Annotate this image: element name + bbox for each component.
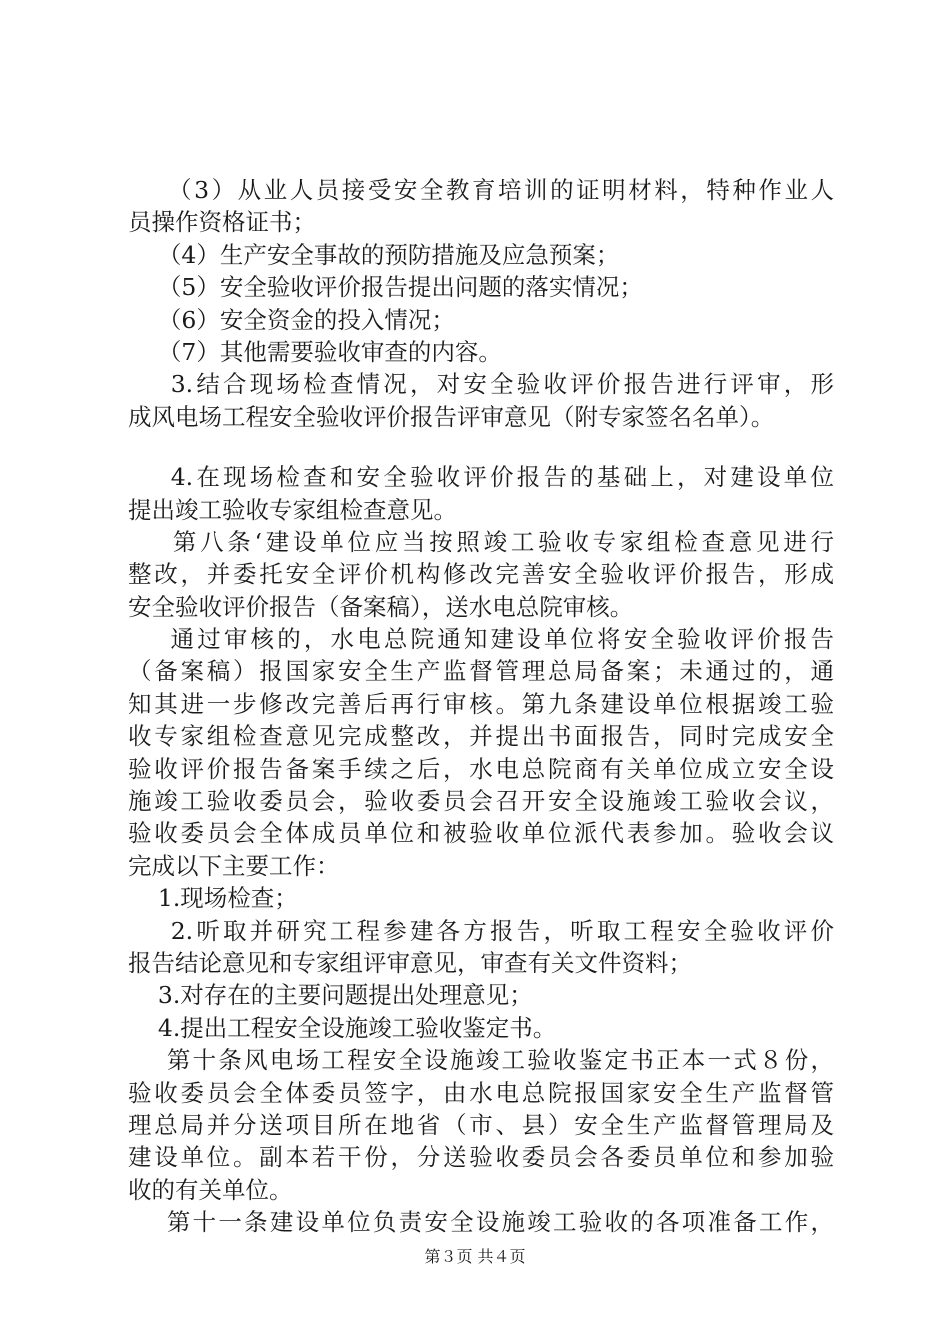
text-line: 理总局并分送项目所在地省（市、县）安全生产监督管理局及 bbox=[128, 1110, 834, 1139]
text-line: 收专家组检查意见完成整改，并提出书面报告，同时完成安全 bbox=[128, 722, 834, 751]
text-line: 收的有关单位。 bbox=[128, 1175, 293, 1204]
text-line: 施竣工验收委员会，验收委员会召开安全设施竣工验收会议， bbox=[128, 787, 834, 816]
text-line: 验收委员会全体委员签字，由水电总院报国家安全生产监督管 bbox=[128, 1078, 834, 1107]
text-line: 4.提出工程安全设施竣工验收鉴定书。 bbox=[128, 1013, 557, 1042]
text-line: 4.在现场检查和安全验收评价报告的基础上，对建设单位 bbox=[128, 463, 834, 492]
text-line: 1.现场检查； bbox=[128, 884, 298, 913]
text-line: （5）安全验收评价报告提出问题的落实情况； bbox=[128, 273, 643, 302]
text-line: （7）其他需要验收审查的内容。 bbox=[128, 337, 502, 366]
text-line: 完成以下主要工作： bbox=[128, 851, 340, 880]
document-body bbox=[128, 174, 834, 1239]
text-line: 2.听取并研究工程参建各方报告，听取工程安全验收评价 bbox=[128, 916, 834, 945]
text-line: 安全验收评价报告（备案稿），送水电总院审核。 bbox=[128, 592, 634, 621]
text-line: 成风电场工程安全验收评价报告评审意见（附专家签名名单）。 bbox=[128, 402, 775, 431]
text-line: 3.对存在的主要问题提出处理意见； bbox=[128, 981, 533, 1010]
text-line: （3）从业人员接受安全教育培训的证明材料，特种作业人 bbox=[128, 176, 834, 204]
text-line: 第十条风电场工程安全设施竣工验收鉴定书正本一式８份， bbox=[128, 1046, 835, 1075]
text-line: 知其进一步修改完善后再行审核。第九条建设单位根据竣工验 bbox=[128, 689, 834, 718]
text-line: （备案稿）报国家安全生产监督管理总局备案；未通过的，通 bbox=[128, 657, 834, 686]
text-line: 验收评价报告备案手续之后，水电总院商有关单位成立安全设 bbox=[128, 754, 834, 783]
page-footer bbox=[0, 1244, 950, 1267]
paragraph-gap bbox=[128, 433, 834, 461]
text-line: （6）安全资金的投入情况； bbox=[128, 305, 455, 334]
text-line: 整改，并委托安全评价机构修改完善安全验收评价报告，形成 bbox=[128, 560, 834, 589]
text-line: （4）生产安全事故的预防措施及应急预案； bbox=[128, 240, 620, 269]
text-line: 3.结合现场检查情况，对安全验收评价报告进行评审，形 bbox=[128, 370, 834, 399]
text-line: 员操作资格证书； bbox=[128, 208, 316, 237]
text-line: 第十一条建设单位负责安全设施竣工验收的各项准备工作， bbox=[128, 1208, 835, 1237]
page-number-label: 第３页 共４页 bbox=[424, 1247, 526, 1266]
text-line: 建设单位。副本若干份，分送验收委员会各委员单位和参加验 bbox=[128, 1143, 834, 1172]
text-line: 提出竣工验收专家组检查意见。 bbox=[128, 495, 457, 524]
text-line: 通过审核的，水电总院通知建设单位将安全验收评价报告 bbox=[128, 625, 834, 654]
text-line: 报告结论意见和专家组评审意见，审查有关文件资料； bbox=[128, 948, 692, 977]
text-line: 验收委员会全体成员单位和被验收单位派代表参加。验收会议 bbox=[128, 819, 834, 848]
text-line: 第八条‘建设单位应当按照竣工验收专家组检查意见进行 bbox=[128, 527, 834, 556]
